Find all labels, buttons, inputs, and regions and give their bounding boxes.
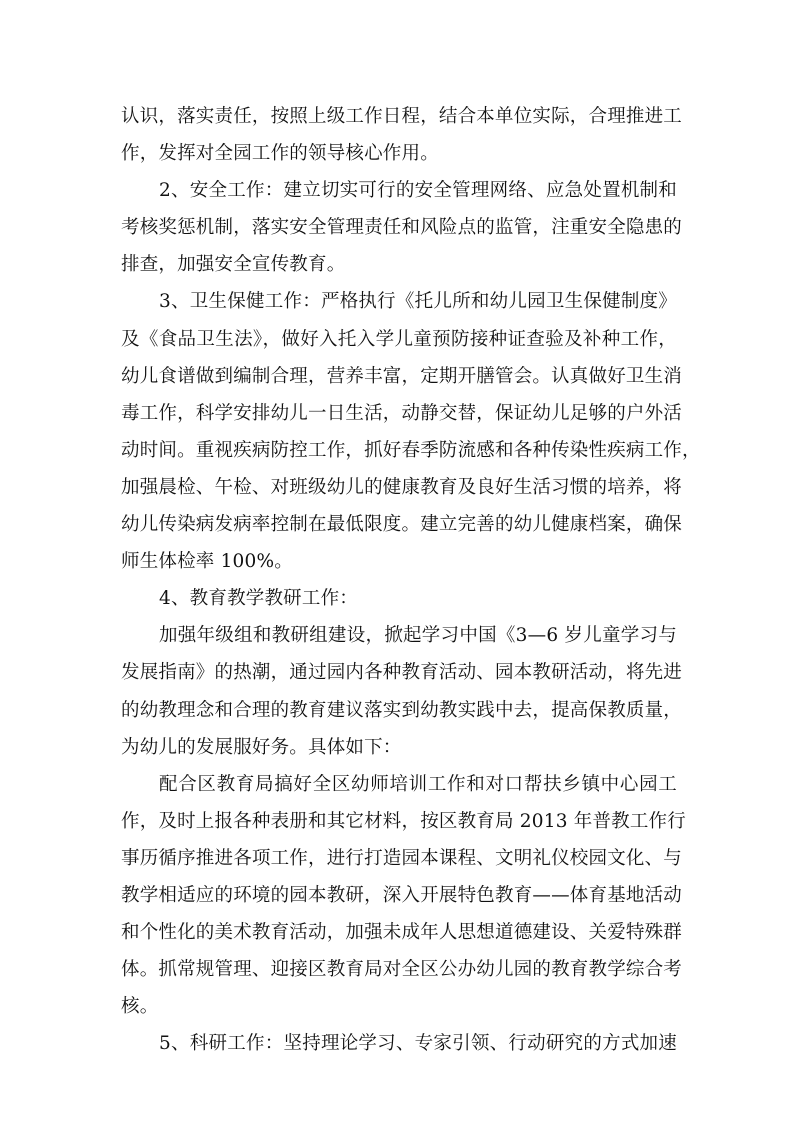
text-line: 幼儿食谱做到编制合理，营养丰富，定期开膳管会。认真做好卫生消: [121, 365, 683, 387]
text-line: 师生体检率 100%。: [121, 551, 293, 573]
text-line: 的幼教理念和合理的教育建议落实到幼教实践中去，提高保教质量，: [121, 699, 683, 721]
text-line: 为幼儿的发展服好务。具体如下：: [121, 736, 402, 758]
text-line: 发展指南》的热潮，通过园内各种教育活动、园本教研活动，将先进: [121, 662, 683, 684]
text-line: 动时间。重视疾病防控工作，抓好春季防流感和各种传染性疾病工作，: [121, 439, 701, 461]
text-line: 作，及时上报各种表册和其它材料，按区教育局 2013 年普教工作行: [121, 810, 686, 832]
text-line: 配合区教育局搞好全区幼师培训工作和对口帮扶乡镇中心园工: [159, 773, 677, 795]
text-line: 幼儿传染病发病率控制在最低限度。建立完善的幼儿健康档案，确保: [121, 514, 683, 536]
text-line: 教学相适应的环境的园本教研，深入开展特色教育——体育基地活动: [121, 884, 683, 906]
text-line: 考核奖惩机制，落实安全管理责任和风险点的监管，注重安全隐患的: [121, 217, 683, 239]
text-line: 及《食品卫生法》，做好入托入学儿童预防接种证查验及补种工作，: [121, 328, 677, 350]
text-line: 认识，落实责任，按照上级工作日程，结合本单位实际，合理推进工: [121, 106, 683, 127]
text-line: 加强晨检、午检、对班级幼儿的健康教育及良好生活习惯的培养，将: [121, 476, 683, 498]
text-line: 毒工作，科学安排幼儿一日生活，动静交替，保证幼儿足够的户外活: [121, 402, 683, 424]
text-line: 3、卫生保健工作：严格执行《托儿所和幼儿园卫生保健制度》: [159, 291, 677, 313]
text-line: 5、科研工作：坚持理论学习、专家引领、行动研究的方式加速: [159, 1033, 677, 1055]
text-line: 核。: [121, 996, 159, 1018]
text-line: 和个性化的美术教育活动，加强未成年人思想道德建设、关爱特殊群: [121, 922, 683, 944]
text-line: 事历循序推进各项工作，进行打造园本课程、文明礼仪校园文化、与: [121, 847, 683, 869]
text-line: 体。抓常规管理、迎接区教育局对全区公办幼儿园的教育教学综合考: [121, 959, 683, 981]
text-line: 作，发挥对全园工作的领导核心作用。: [121, 143, 439, 165]
text-line: 2、安全工作：建立切实可行的安全管理网络、应急处置机制和: [159, 180, 677, 202]
text-line: 加强年级组和教研组建设，掀起学习中国《3—6 岁儿童学习与: [159, 625, 677, 647]
document-text-body: [121, 98, 701, 1062]
text-line: 排查，加强安全宣传教育。: [121, 254, 346, 276]
text-line: 4、教育教学教研工作：: [159, 588, 358, 610]
